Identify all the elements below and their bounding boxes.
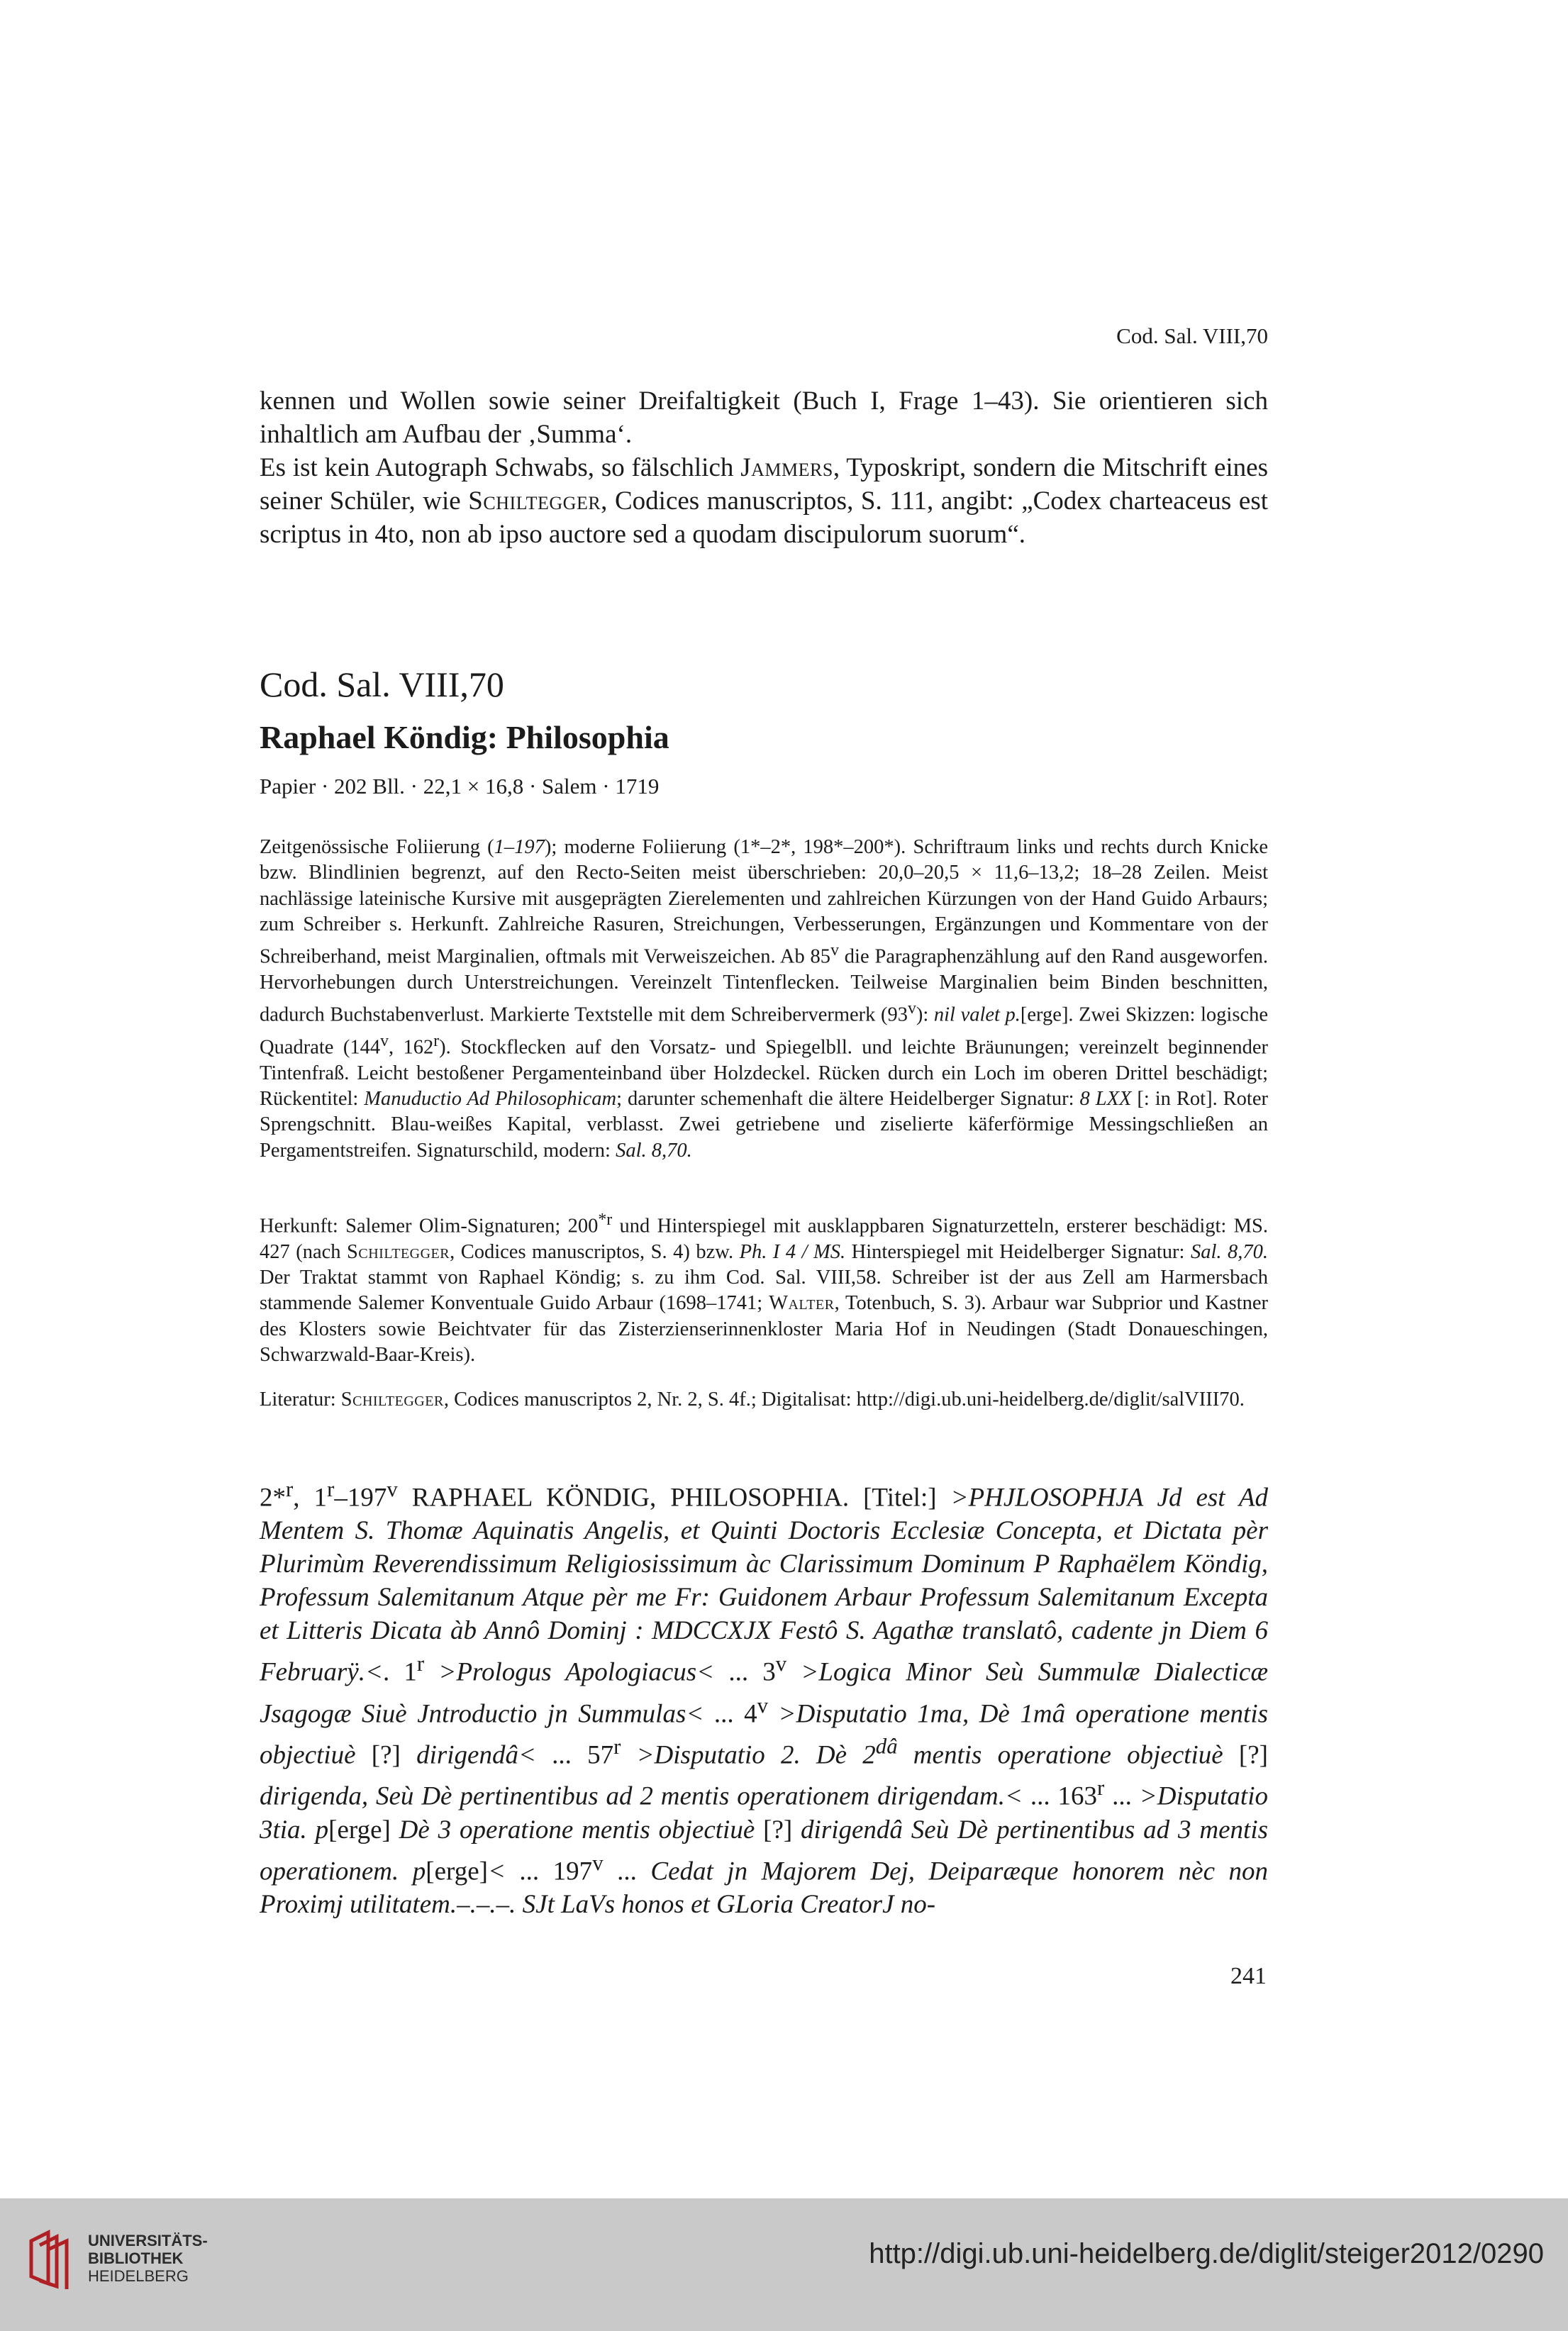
page-number: 241 (1230, 1963, 1267, 1989)
library-logo-icon (24, 2227, 79, 2291)
entry-signature: Cod. Sal. VIII,70 (260, 664, 504, 704)
entry-facts: Papier · 202 Bll. · 22,1 × 16,8 · Salem · 1719 (260, 774, 660, 799)
literature-text: Literatur: Schiltegger, Codices manuscriptos 2, Nr. 2, S. 4f.; Digitalisat: http://digi.ub.uni-heidelberg.de/diglit/salVIII70. (260, 1389, 1245, 1411)
intro-note: Es ist kein Autograph Schwabs, so fälschlich Jammers, Typoskript, sondern die Mitschrift eines seiner Schüler, wie Schiltegger, Codices manuscriptos, S. 111, angibt: „Codex charteaceus est scriptus in 4to, non ab ipso auctore sed a quodam discipulorum suorum“. (260, 453, 1268, 549)
contents-text: 2*$^r$, 1$^r$–197$^v$ RAPHAEL KÖNDIG, PHILOSOPHIA. [Titel:] >PHJLOSOPHJA Jd est Ad Mentem S. Thomæ Aquinatis Angelis, et Quinti Doctoris Ecclesiæ Concepta, et Dictata pèr Plurimùm Reverendissimum Religiosissimum àc Clarissimum Dominum P Raphaëlem Köndig, Professum Salemitanum Atque pèr me Fr: Guidonem Arbaur Professum Salemitanum Excepta et Litteris Dicata àb Annô Dominj : MDCCXJX Festô S. Agathæ translatô, cadente jn Diem 6 Februarÿ.<. 1$^r$ >Prologus Apologiacus< ... 3$^v$ >Logica Minor Seù Summulæ Dialecticæ Jsagogæ Siuè Jntroductio jn Summulas< ... 4$^v$ >Disputatio 1ma, Dè 1mâ operatione mentis objectiuè [?] dirigendâ< ... 57$^r$ >Disputatio 2. Dè $2^{dâ}$ mentis operatione objectiuè [?] dirigenda, Seù Dè pertinentibus ad 2 mentis operationem dirigendam.< ... 163$^r$ ... >Disputatio 3tia. p[erge] Dè 3 operatione mentis objectiuè [?] dirigendâ Seù Dè pertinentibus ad 3 mentis operationem. p[erge]< ... 197$^v$ ... Cedat jn Majorem Dej, Deiparæque honorem nèc non Proximj utilitatem.–.–.–. SJt LaVs honos et GLoria CreatorJ no- (260, 1477, 1269, 1919)
description-block (260, 835, 1268, 1164)
intro-block (260, 384, 1268, 551)
literature-block (260, 1387, 1268, 1413)
entry-title: Raphael Köndig: Philosophia (260, 719, 669, 755)
viewer-footer (0, 2198, 1568, 2331)
contents-block (260, 1473, 1268, 1921)
description-text: Zeitgenössische Foliierung (1–197); moderne Foliierung (1*–2*, 198*–200*). Schriftraum links und rechts durch Knicke bzw. Blindlinien begrenzt, auf den Recto-Seiten meist überschrieben: 20,0–20,5 × 11,6–13,2; 18–28 Zeilen. Meist nachlässige lateinische Kursive mit ausgeprägten Zierelementen und zahlreichen Kürzungen von der Hand Guido Arbaurs; zum Schreiber s. Herkunft. Zahlreiche Rasuren, Streichungen, Verbesserungen, Ergänzungen und Kommentare von der Schreiberhand, meist Marginalien, oftmals mit Verweiszeichen. Ab 85$^v$ die Paragraphenzählung auf den Rand ausgeworfen. Hervorhebungen durch Unterstreichungen. Vereinzelt Tintenflecken. Teilweise Marginalien beim Binden beschnitten, dadurch Buchstabenverlust. Markierte Textstelle mit dem Schreibervermerk (93$^v$): nil valet p.[erge]. Zwei Skizzen: logische Quadrate (144$^v$, 162$^r$). Stockflecken auf den Vorsatz- und Spiegelbll. und leichte Bräunungen; vereinzelt beginnender Tintenfraß. Leicht bestoßener Pergamenteinband über Holzdeckel. Rücken durch ein Loch im oberen Drittel beschädigt; Rückentitel: Manuductio Ad Philosophicam; darunter schemenhaft die ältere Heidelberger Signatur: 8 LXX [: in Rot]. Roter Sprengschnitt. Blau-weißes Kapital, verblasst. Zwei getriebene und ziselierte käferförmige Messingschließen an Pergamentstreifen. Signaturschild, modern: Sal. 8,70. (260, 836, 1269, 1162)
library-name: UNIVERSITÄTS- BIBLIOTHEK HEIDELBERG (88, 2232, 208, 2285)
author-name: Schiltegger (468, 486, 601, 516)
intro-text: kennen und Wollen sowie seiner Dreifaltigkeit (Buch I, Frage 1–43). Sie orientieren sich inhaltlich am Aufbau der ‚Summa‘. (260, 386, 1268, 449)
page-url-link[interactable]: http://digi.ub.uni-heidelberg.de/diglit/steiger2012/0290 (869, 2238, 1544, 2269)
provenance-block (260, 1207, 1268, 1368)
author-name: Jammers (740, 453, 833, 482)
running-head: Cod. Sal. VIII,70 (1116, 323, 1268, 348)
provenance-text: Herkunft: Salemer Olim-Signaturen; 200$^{*r}$ und Hinterspiegel mit ausklappbaren Signaturzetteln, ersterer beschädigt: MS. 427 (nach Schiltegger, Codices manuscriptos, S. 4) bzw. Ph. I 4 / MS. Hinterspiegel mit Heidelberger Signatur: Sal. 8,70. Der Traktat stammt von Raphael Köndig; s. zu ihm Cod. Sal. VIII,58. Schreiber ist der aus Zell am Harmersbach stammende Salemer Konventuale Guido Arbaur (1698–1741; Walter, Totenbuch, S. 3). Arbaur war Subprior und Kastner des Klosters sowie Beichtvater für das Zisterzienserinnenkloster Maria Hof in Neudingen (Stadt Donaueschingen, Schwarzwald-Baar-Kreis). (260, 1211, 1268, 1366)
